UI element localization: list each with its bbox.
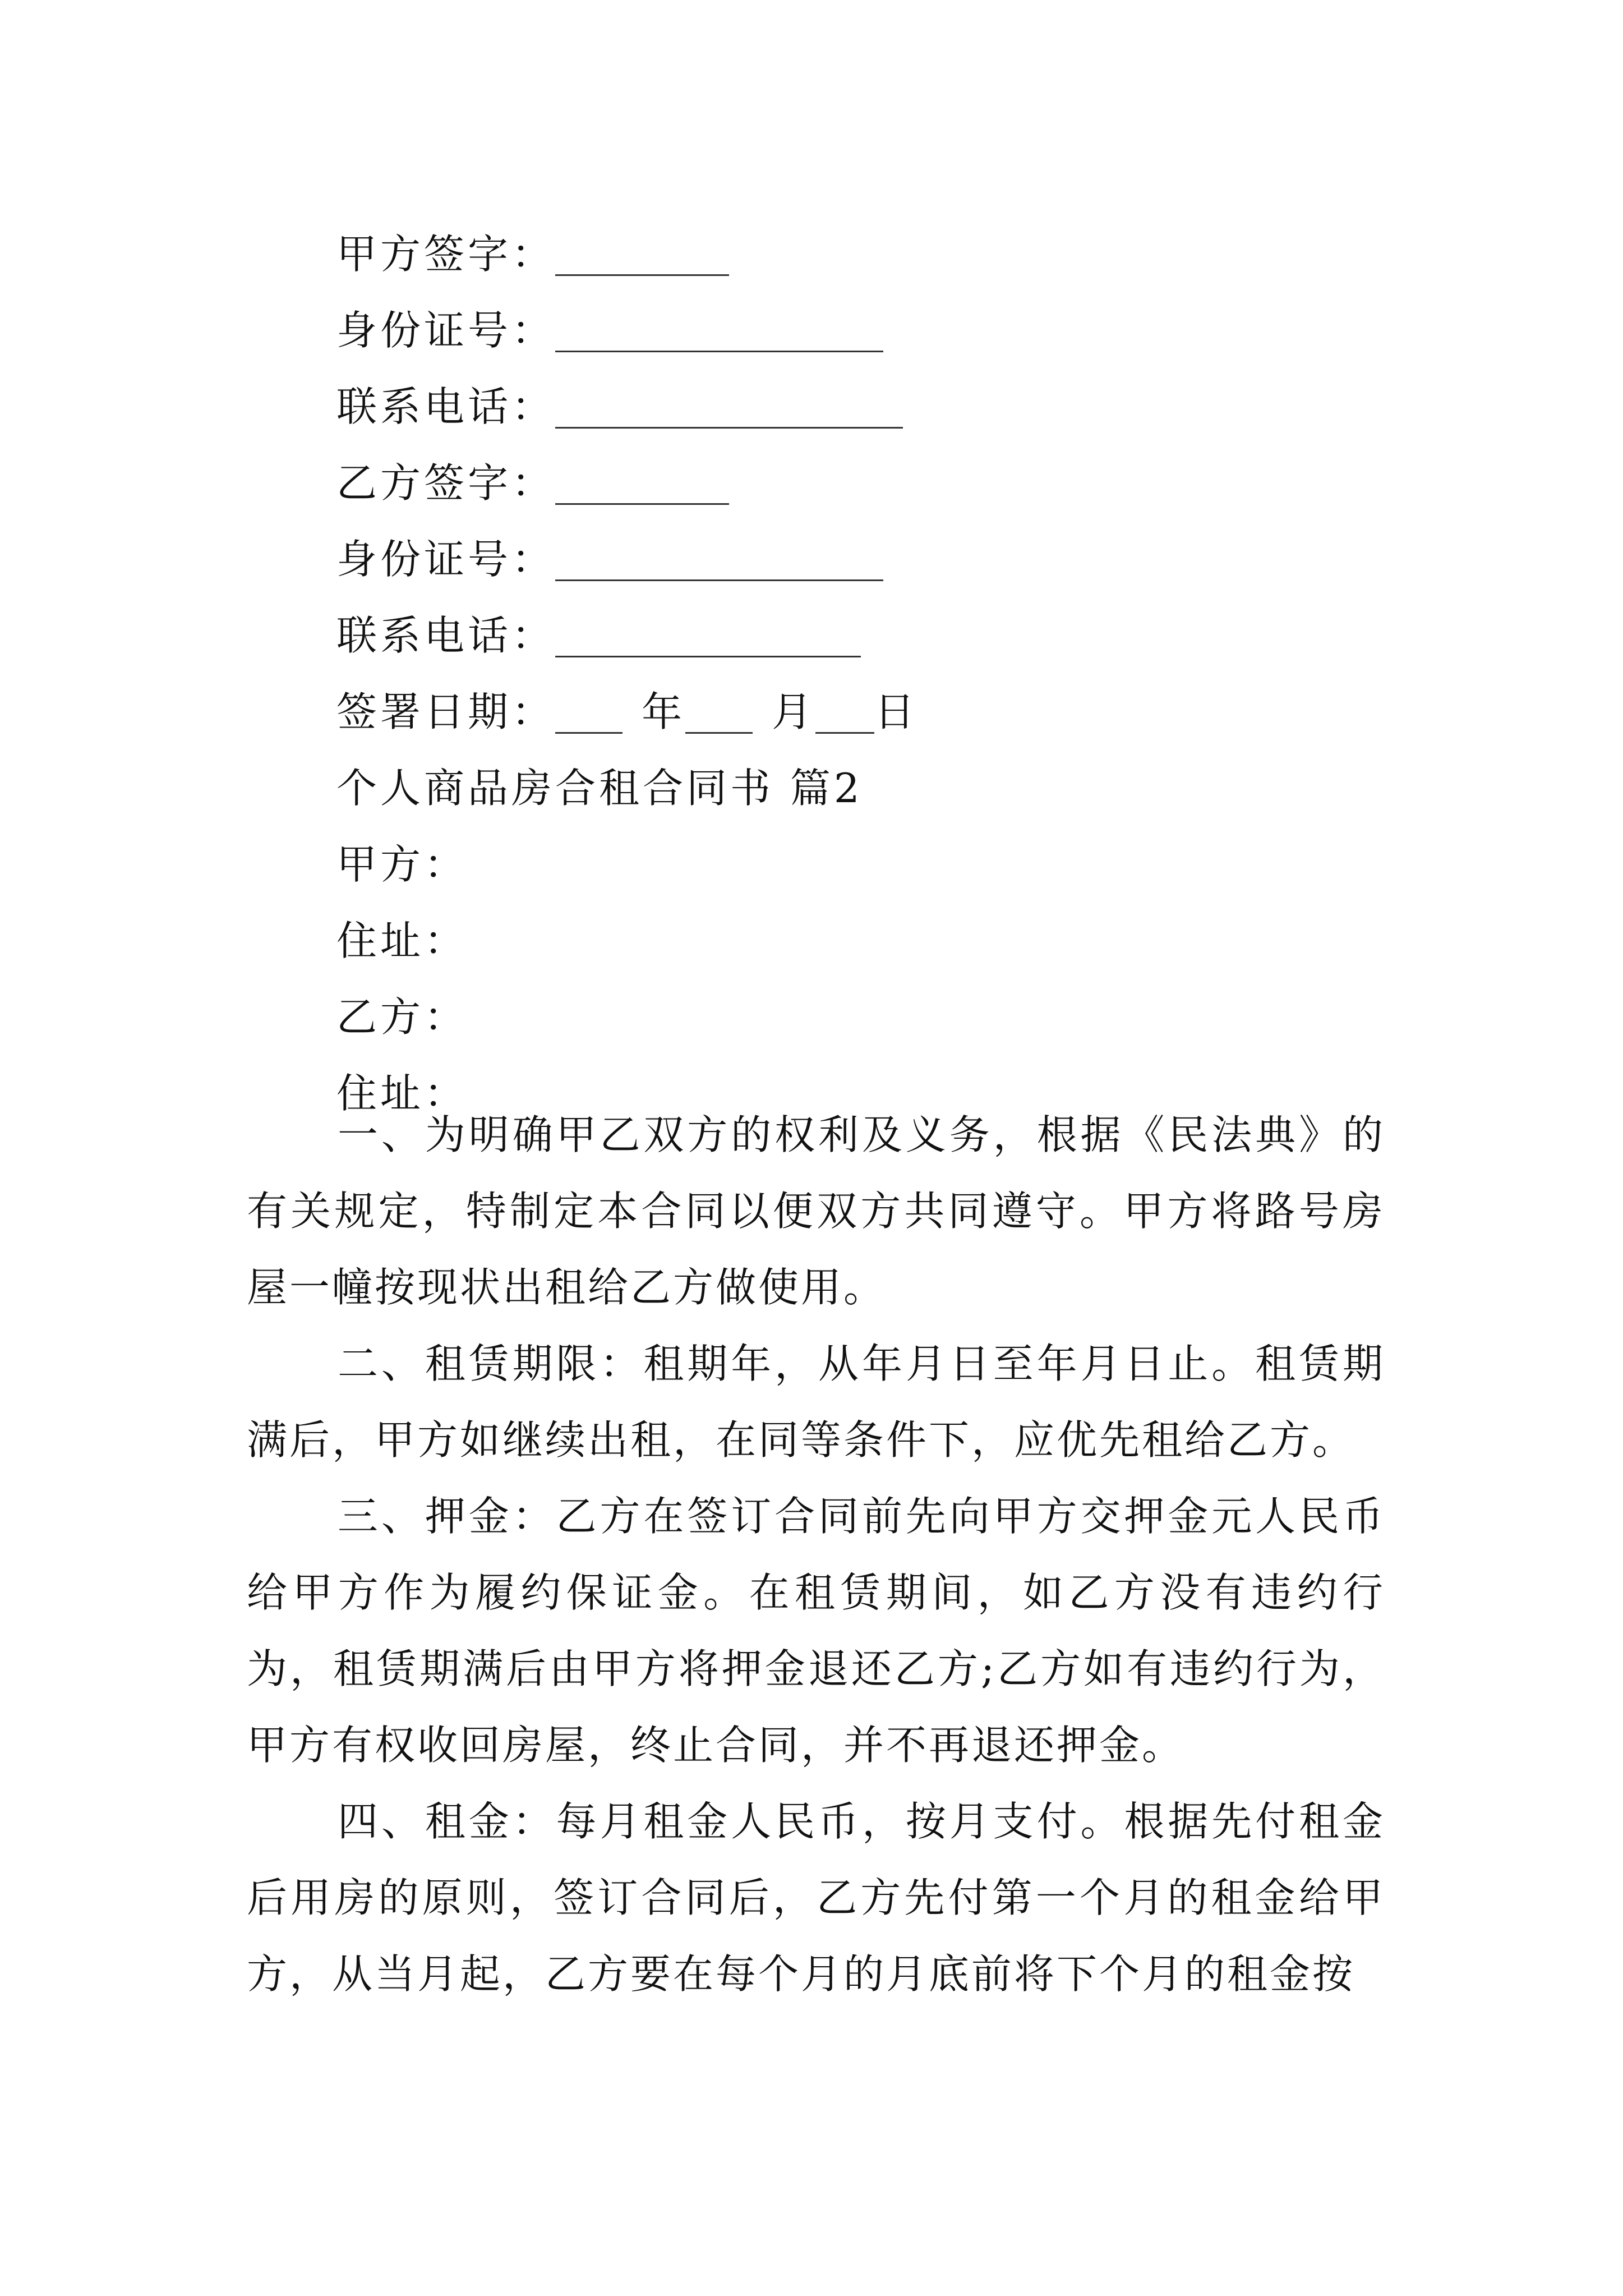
party-b-signature-row [336,445,1458,521]
clause-3: 三、押金：乙方在签订合同前先向甲方交押金元人民币给甲方作为履约保证金。在租赁期间，如乙方没有违约行为，租赁期满后由甲方将押金退还乙方;乙方如有违约行为，甲方有权收回房屋，终止合同，并不再退还押金。 [247,1493,1385,1769]
year-unit: 年 [642,688,686,735]
contract-title: 个人商品房合租合同书 篇2 [336,765,863,812]
day-unit: 日 [874,688,919,735]
party-b-signature-blank [555,503,729,505]
party-b-phone-row [336,597,1458,674]
clause-2: 二、租赁期限：租期年，从年月日至年月日止。租赁期满后，甲方如继续出租，在同等条件下，应优先租给乙方。 [247,1340,1385,1464]
clause-4: 四、租金：每月租金人民币，按月支付。根据先付租金后用房的原则，签订合同后，乙方先付第一个月的租金给甲方，从当月起，乙方要在每个月的月底前将下个月的租金按 [247,1798,1385,1998]
signature-section [336,216,1458,1131]
party-b-label: 乙方： [336,993,468,1041]
month-blank [685,732,753,734]
clause-1: 一、为明确甲乙双方的权利及义务，根据《民法典》的有关规定，特制定本合同以便双方共同遵守。甲方将路号房屋一幢按现状出租给乙方做使用。 [247,1111,1385,1311]
party-a-signature-row [336,216,1458,292]
party-b-signature-label: 乙方签字： [336,459,556,507]
party-b-id-blank [555,579,883,581]
party-b-address-label: 住址： [336,1070,468,1117]
party-a-signature-label: 甲方签字： [336,231,556,278]
party-b-id-label: 身份证号： [336,536,556,583]
party-a-label: 甲方： [336,841,468,888]
party-a-address-label: 住址： [336,917,468,964]
party-a-id-label: 身份证号： [336,307,556,354]
party-a-signature-blank [555,274,729,276]
day-blank [815,732,874,734]
year-blank [555,732,623,734]
party-b-phone-blank [555,656,861,657]
party-a-phone-label: 联系电话： [336,383,556,430]
party-a-id-row [336,292,1458,369]
contract-body [247,1097,1385,2012]
party-b-id-row [336,521,1458,597]
signing-date-label: 签署日期： [336,688,556,735]
party-a-phone-row [336,369,1458,445]
month-unit: 月 [772,688,816,735]
party-a-id-blank [555,351,883,352]
party-a-phone-blank [555,427,903,429]
signing-date-row [336,674,1458,750]
party-b-phone-label: 联系电话： [336,612,556,659]
